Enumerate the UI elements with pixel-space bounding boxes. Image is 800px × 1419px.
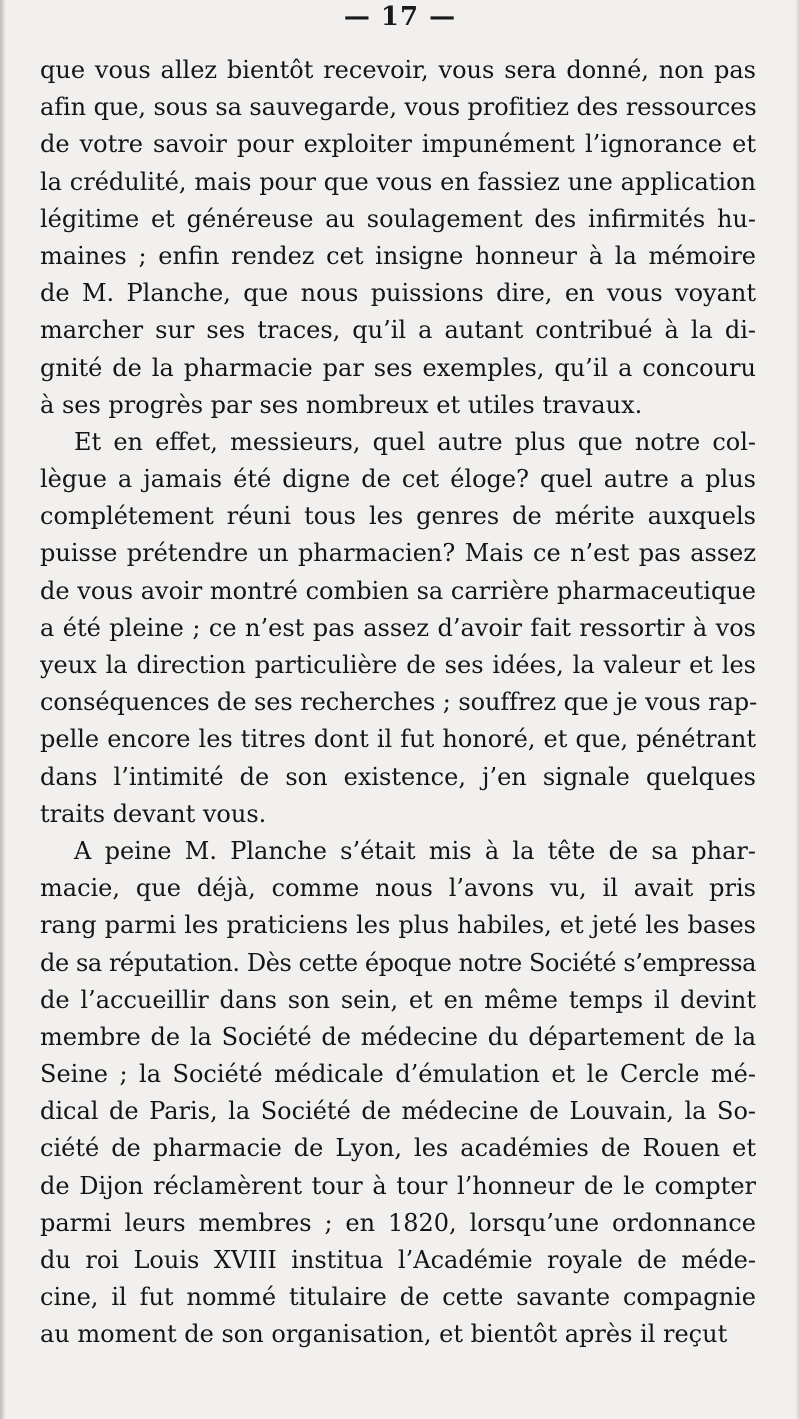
text-line: Seine ; la Société médicale d’émulation et le Cercle mé- — [40, 1060, 756, 1089]
page-body-text — [40, 52, 756, 1354]
text-line: puisse prétendre un pharmacien? Mais ce n’est pas assez — [40, 539, 756, 568]
text-line: lègue a jamais été digne de cet éloge? quel autre a plus — [40, 465, 756, 494]
text-line: légitime et généreuse au soulagement des infirmités hu- — [40, 204, 756, 233]
text-line: rang parmi les praticiens les plus habiles, et jeté les bases — [40, 911, 756, 940]
text-line: la crédulité, mais pour que vous en fassiez une application — [40, 167, 756, 196]
text-line: de l’accueillir dans son sein, et en même temps il devint — [40, 985, 756, 1014]
text-line: gnité de la pharmacie par ses exemples, qu’il a concouru — [40, 353, 756, 382]
text-line: A peine M. Planche s’était mis à la tête de sa phar- — [74, 836, 756, 865]
text-line: de M. Planche, que nous puissions dire, en vous voyant — [40, 279, 756, 308]
page-edge-shadow-right — [795, 0, 800, 1419]
text-line: conséquences de ses recherches ; souffrez que je vous rap- — [40, 688, 758, 717]
page-number: — 17 — — [343, 2, 457, 32]
text-line: que vous allez bientôt recevoir, vous sera donné, non pas — [40, 56, 756, 84]
text-line: macie, que déjà, comme nous l’avons vu, il avait pris — [40, 874, 756, 903]
text-line: de vous avoir montré combien sa carrière pharmaceutique — [40, 576, 756, 605]
text-line: afin que, sous sa sauvegarde, vous profitiez des ressources — [40, 93, 757, 122]
text-line: dans l’intimité de son existence, j’en signale quelques — [40, 762, 756, 791]
text-line: maines ; enfin rendez cet insigne honneur à la mémoire — [40, 241, 756, 270]
text-line: de sa réputation. Dès cette époque notre Société s’empressa — [40, 948, 756, 977]
text-line: de votre savoir pour exploiter impunément l’ignorance et — [40, 130, 756, 159]
text-line: Et en effet, messieurs, quel autre plus que notre col- — [74, 427, 756, 456]
text-line: du roi Louis XVIII institua l’Académie royale de méde- — [40, 1246, 756, 1274]
text-line: a été pleine ; ce n’est pas assez d’avoir fait ressortir à vos — [40, 613, 756, 642]
page-edge-shadow-left — [0, 0, 6, 1419]
text-line: parmi leurs membres ; en 1820, lorsqu’une ordonnance — [40, 1208, 756, 1237]
text-line: de Dijon réclamèrent tour à tour l’honneur de le compter — [40, 1171, 756, 1200]
paragraph-3 — [40, 833, 756, 1354]
text-line: complétement réuni tous les genres de mérite auxquels — [40, 502, 756, 531]
text-line: traits devant vous. — [40, 799, 267, 828]
text-line: ciété de pharmacie de Lyon, les académies de Rouen et — [40, 1134, 756, 1163]
paragraph-1 — [40, 52, 756, 424]
text-line: au moment de son organisation, et bientôt après il reçut — [40, 1320, 728, 1349]
paragraph-2 — [40, 424, 756, 833]
text-line: cine, il fut nommé titulaire de cette savante compagnie — [40, 1283, 756, 1312]
text-line: à ses progrès par ses nombreux et utiles travaux. — [40, 390, 643, 419]
text-line: yeux la direction particulière de ses idées, la valeur et les — [40, 651, 756, 679]
text-line: marcher sur ses traces, qu’il a autant contribué à la di- — [40, 316, 756, 345]
text-line: membre de la Société de médecine du département de la — [40, 1022, 756, 1051]
text-line: pelle encore les titres dont il fut honoré, et que, pénétrant — [40, 725, 756, 754]
text-line: dical de Paris, la Société de médecine de Louvain, la So- — [40, 1097, 756, 1126]
